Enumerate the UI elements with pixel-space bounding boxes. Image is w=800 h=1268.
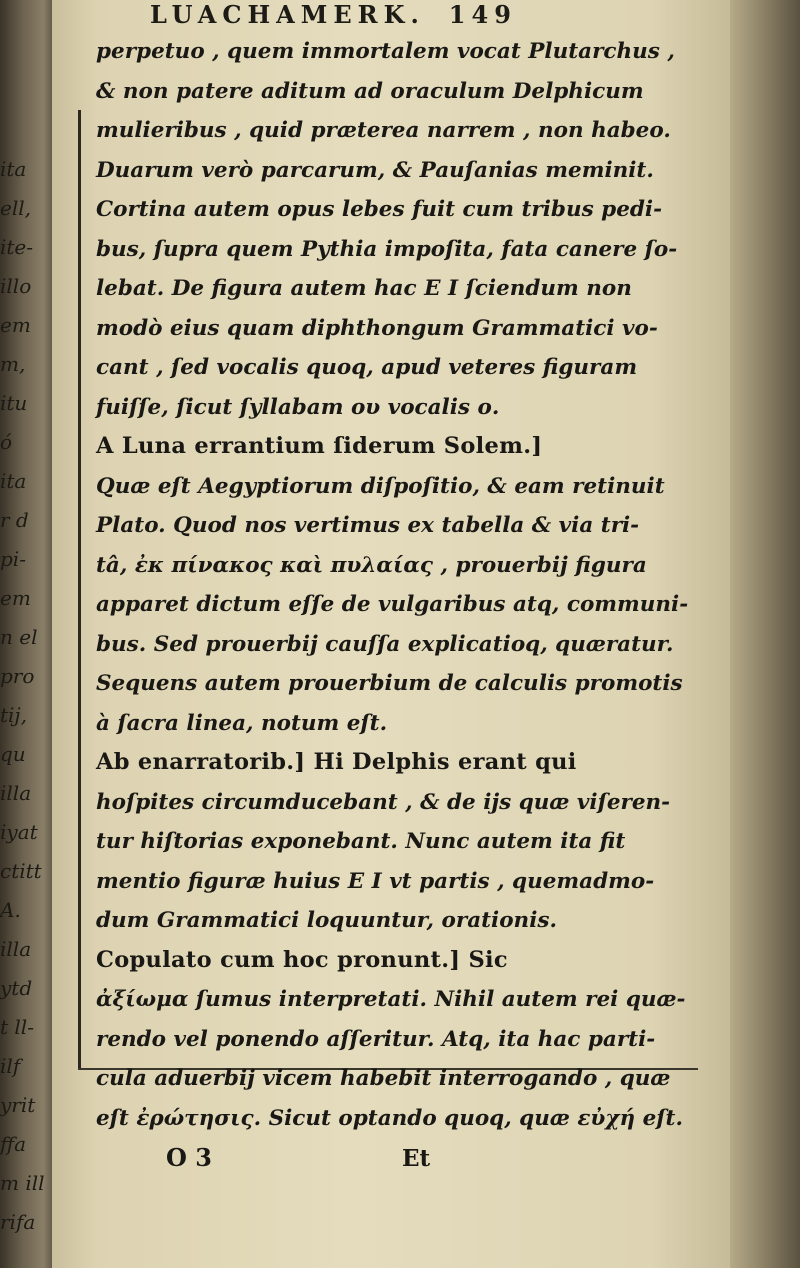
running-header	[150, 0, 670, 30]
text-line: mulieribus , quid præterea narrem , non habeo.	[96, 118, 671, 143]
text-line: bus. Sed prouerbij cauſſa explicatioq, quæratur.	[96, 631, 674, 657]
text-line: apparet dictum eſſe de vulgaribus atq, communi-	[96, 592, 689, 617]
facing-fragment: pi-	[0, 547, 26, 571]
facing-fragment: A.	[0, 898, 21, 922]
text-line: fuiſſe, ſicut ſyllabam ου vocalis ο.	[96, 394, 500, 420]
facing-fragment: ilf	[0, 1054, 21, 1078]
text-line: hoſpites circumducebant , & de ijs quæ viſeren-	[96, 789, 671, 815]
lemma-line: Copulato cum hoc pronunt.] Sic	[96, 946, 508, 973]
text-line: tâ, ἐκ πίνακος καὶ πυλαίας , prouerbij figura	[96, 552, 647, 578]
signature-mark: O 3	[166, 1143, 212, 1172]
facing-fragment: tij,	[0, 703, 27, 727]
text-line: lebat. De figura autem hac E I ſciendum non	[96, 276, 632, 301]
facing-fragment: ite-	[0, 235, 34, 259]
facing-fragment: ita	[0, 157, 27, 181]
facing-fragment: itu	[0, 391, 28, 415]
text-line: à ſacra linea, notum eſt.	[96, 710, 388, 736]
facing-fragment: illa	[0, 781, 32, 805]
margin-rule	[78, 110, 81, 1070]
text-line: dum Grammatici loquuntur, orationis.	[96, 908, 557, 933]
facing-fragment: em	[0, 313, 31, 337]
text-line: modò eius quam diphthongum Grammatici vo-	[96, 315, 658, 341]
facing-fragment: ytd	[0, 976, 33, 1000]
facing-fragment: illo	[0, 274, 32, 298]
text-line: cant , ſed vocalis quoq, apud veteres figuram	[96, 355, 638, 380]
facing-fragment: n el	[0, 625, 38, 649]
facing-fragment: m,	[0, 352, 26, 376]
catch-line	[96, 1138, 676, 1178]
facing-fragment: t ll-	[0, 1015, 34, 1039]
text-line: bus, ſupra quem Pythia impoſita, fata canere ſo-	[96, 236, 678, 262]
text-line: Sequens autem prouerbium de calculis promotis	[96, 671, 683, 696]
facing-fragment: pro	[0, 664, 35, 688]
facing-fragment: em	[0, 586, 31, 610]
text-line: ἀξίωμα ſumus interpretati. Nihil autem rei quæ-	[96, 987, 686, 1012]
text-line: Quæ eſt Aegyptiorum diſpoſitio, & eam retinuit	[96, 473, 665, 499]
facing-fragment: m ill	[0, 1171, 45, 1195]
facing-fragment: ffa	[0, 1132, 27, 1156]
facing-page-fragments	[0, 150, 45, 1242]
text-line: rendo vel ponendo aſſeritur. Atq, ita hac parti-	[96, 1026, 656, 1052]
page-number: 149	[448, 0, 517, 29]
facing-fragment: r d	[0, 508, 29, 532]
lemma-line: Ab enarratorib.] Hi Delphis erant qui	[96, 749, 577, 775]
facing-fragment: yrit	[0, 1093, 36, 1117]
facing-fragment: ita	[0, 469, 27, 493]
text-line: perpetuo , quem immortalem vocat Plutarchus ,	[96, 39, 675, 64]
facing-fragment: illa	[0, 937, 32, 961]
text-line: Duarum verò parcarum, & Pauſanias meminit.	[96, 157, 654, 183]
facing-fragment: ctitt	[0, 859, 42, 883]
page-edge	[730, 0, 800, 1268]
text-line: eſt ἐρώτησις. Sicut optando quoq, quæ εὐχή eſt.	[96, 1105, 683, 1131]
book-gutter	[0, 0, 58, 1268]
text-line: Plato. Quod nos vertimus ex tabella & via tri-	[96, 513, 640, 538]
facing-fragment: ó	[0, 430, 13, 454]
facing-fragment: ell,	[0, 196, 31, 220]
catchword: Et	[401, 1145, 431, 1172]
running-head-title: LUACHAMERK.	[150, 0, 425, 29]
text-line: & non patere aditum ad oraculum Delphicum	[96, 78, 644, 104]
facing-fragment: iyat	[0, 820, 38, 844]
body-text	[96, 32, 689, 1178]
text-line: cula aduerbij vicem habebit interrogando , quæ	[96, 1066, 671, 1091]
lemma-line: A Luna errantium ſiderum Solem.]	[96, 433, 543, 459]
text-line: Cortina autem opus lebes fuit cum tribus pedi-	[96, 197, 663, 222]
facing-fragment: qu	[0, 742, 26, 766]
text-line: tur hiſtorias exponebant. Nunc autem ita fit	[96, 829, 626, 854]
facing-fragment: rifa	[0, 1210, 36, 1234]
text-line: mentio figuræ huius E I vt partis , quemadmo-	[96, 868, 655, 894]
